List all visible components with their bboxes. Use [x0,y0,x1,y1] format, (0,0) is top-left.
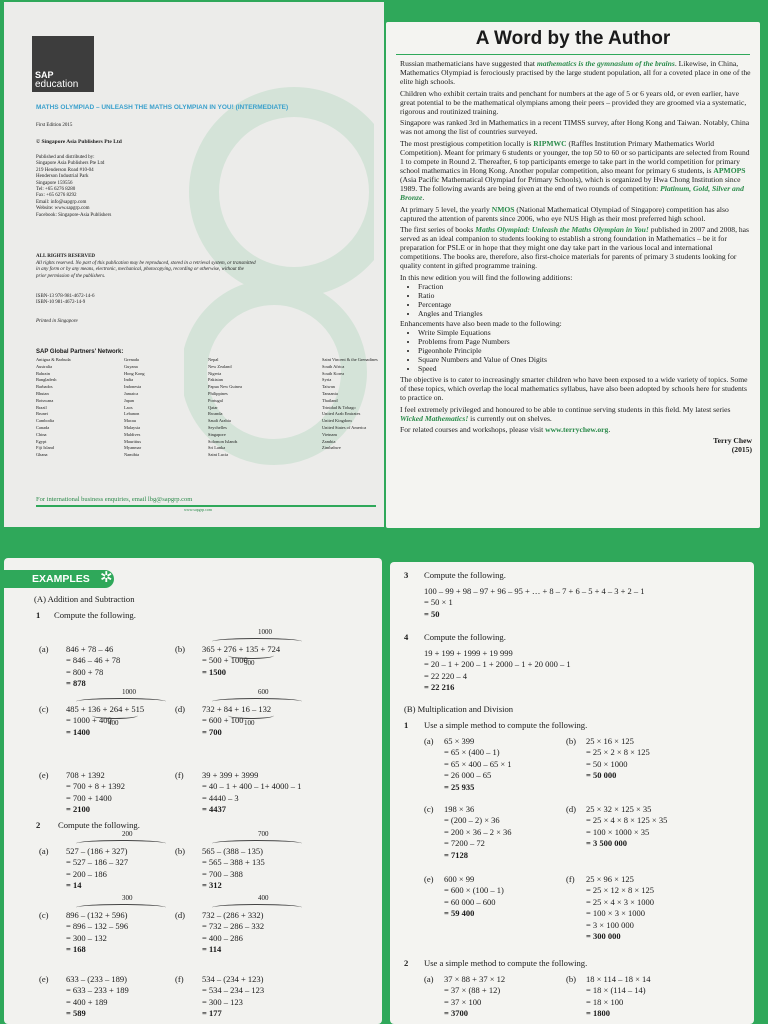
country-name: Grenada [124,357,139,362]
country-name: Nepal [208,357,219,362]
working-line: = 25 × 4 × 8 × 125 × 35 [586,815,668,826]
paragraph: Children who exhibit certain traits and penchant for numbers at the age of 5 or 6 years old, or even earlier, have great potential to be the mathematical olympians among their peers – provided they are groomed via a systematic, rigorous and routinized training. [400,88,747,116]
working-line: = 18 × 100 [586,996,624,1007]
examples-page-left [4,558,382,1024]
item-label: (b) [175,846,186,856]
working-line: 565 – (388 – 135) [202,846,263,856]
grouping-arc [212,638,302,645]
country-name: Bangladesh [36,377,57,383]
paragraph: The objective is to cater to increasingly smarter children who have been exposed to a wide variety of topics. Some of these topics, which overlap the local mathematics syllabus, have also been adopted by schools here for students to practice on. [400,374,748,402]
list-item: • Angles and Triangles [418,310,752,319]
country-name: China [36,431,47,437]
country-name: Ghana [36,452,48,458]
country-name: Zambia [322,438,336,444]
grouping-note: 1000 [258,628,272,636]
country-name: Macau [124,418,136,424]
enquiries: For international business enquiries, email lbg@sapgrp.com [36,496,193,503]
working-result: = 3700 [444,1008,468,1019]
working-line: = 4440 – 3 [202,792,239,803]
country-name: Qatar [208,404,218,410]
question-text: Compute the following. [424,632,506,642]
working-line: 708 + 1392 [66,770,105,780]
publisher-url: www.sapgrp.com [184,507,212,512]
working-result: = 1500 [202,666,226,677]
working-block [444,804,512,861]
logo-line1: SAP [35,70,54,80]
grouping-arc [76,904,166,911]
question-number: 4 [404,632,409,642]
grouping-note: 400 [258,894,269,902]
item-label: (c) [39,910,49,920]
working-block [202,910,264,956]
item-label: (a) [39,644,49,654]
country-name: Mauritius [124,438,142,444]
working-result: = 1800 [586,1008,610,1019]
working-line: 600 × 99 [444,874,475,884]
country-name: Brazil [36,404,47,410]
country-name: Malaysia [124,424,141,430]
working-line: = 846 – 46 + 78 [66,655,121,666]
grouping-note: 400 [108,719,119,727]
working-result: = 2100 [66,804,90,815]
item-label: (b) [175,644,186,654]
partner-network-list [36,357,381,459]
question-number: 1 [36,610,41,620]
working-line: 37 × 88 + 37 × 12 [444,974,506,984]
rights-title: ALL RIGHTS RESERVED [36,254,96,259]
working-line: 846 + 78 – 46 [66,644,114,654]
country-name: Hong Kong [124,370,145,376]
network-column [322,357,384,459]
author-signature: Terry Chew [713,436,752,446]
list-item: • Fraction [418,283,752,292]
copyright-line: © Singapore Asia Publishers Pte Ltd [36,139,122,145]
working-result: = 50 [424,608,440,619]
list-item: • Percentage [418,301,752,310]
country-name: Papua New Guinea [208,384,242,390]
grouping-note: 700 [258,830,269,838]
working-line: 633 – (233 – 189) [66,974,127,984]
country-name: New Zealand [208,363,232,369]
logo-line2: education [35,79,79,90]
grouping-arc [92,712,138,719]
question-text: Compute the following. [424,570,506,580]
q3-working [424,586,645,620]
working-line: = 633 – 233 + 189 [66,985,129,996]
country-name: Vietnam [322,431,337,437]
working-block [202,770,301,816]
country-name: Pakistan [208,377,223,383]
country-name: Sri Lanka [208,445,226,451]
question-number: 2 [36,820,41,830]
working-result: = 114 [202,944,222,955]
list-item: • Square Numbers and Value of Ones Digits [418,356,752,365]
item-label: (d) [566,804,577,814]
page-title: A Word by the Author [475,28,671,49]
paragraph: The first series of books Maths Olympiad: Unleash the Maths Olympian in You! published in 2007 and 2008, has served as an ideal companion to students looking to establish a strong foundation in Mathematics – be it for preparation for PSLE or in hope that they might one day take part in the various local and international competitions. The books are, therefore, also first-choice materials for parents of primary 3 students looking for quality content in gifted programme training. [400,225,749,271]
working-line: = 1000 + 400 [66,715,112,726]
working-block [66,974,129,1020]
item-label: (b) [566,974,577,984]
working-line: = 37 × 100 [444,996,482,1007]
country-name: Lebanon [124,411,140,417]
item-label: (e) [39,770,49,780]
working-block [586,736,650,782]
country-name: Syria [322,377,332,383]
list-item: • Problems from Page Numbers [418,338,752,347]
series-title: MATHS OLYMPIAD – UNLEASH THE MATHS OLYMPIAN IN YOU! (INTERMEDIATE) [36,104,289,111]
working-line: = 20 – 1 + 200 – 1 + 2000 – 1 + 20 000 – 1 [424,659,571,670]
working-block [66,846,128,892]
working-block [586,974,651,1020]
country-name: Bhutan [36,390,49,396]
paragraph: For related courses and workshops, please visit www.terrychew.org. [400,425,611,435]
grouping-note: 100 [244,719,255,727]
question-text: Use a simple method to compute the following. [424,720,588,730]
working-line: = 100 × 3 × 1000 [586,908,646,919]
working-block [444,736,512,793]
country-name: Solomon Islands [208,438,238,444]
working-line: 896 – (132 + 596) [66,910,128,920]
country-name: Antigua & Barbuda [36,357,71,362]
working-line: = 700 – 388 [202,868,243,879]
working-result: = 25 935 [444,781,475,792]
country-name: Seychelles [208,424,227,430]
q4-working [424,648,571,694]
item-label: (c) [424,804,434,814]
working-block [66,644,120,690]
working-line: 25 × 96 × 125 [586,874,634,884]
working-result: = 4437 [202,804,226,815]
working-block [444,874,504,920]
working-line: = 200 × 36 – 2 × 36 [444,826,512,837]
country-name: South Africa [322,363,345,369]
copyright-page [4,2,384,527]
working-block [66,704,144,738]
working-line: = 500 + 1000 [202,655,248,666]
working-line: = 534 – 234 – 123 [202,985,265,996]
working-result: = 14 [66,880,82,891]
grouping-arc [228,652,274,659]
working-result: = 177 [202,1008,222,1019]
country-name: United Arab Emirates [322,411,361,417]
list-item: • Ratio [418,292,752,301]
country-name: Tanzania [322,390,338,396]
working-line: = 40 – 1 + 400 – 1+ 4000 – 1 [202,781,302,792]
working-result: = 300 000 [586,931,621,942]
working-line: 527 – (186 + 327) [66,846,128,856]
working-block [586,804,667,850]
sap-logo [32,36,94,92]
country-name: Guyana [124,363,138,369]
country-name: United Kingdom [322,418,352,424]
item-label: (f) [175,770,184,780]
working-line: = 50 × 1000 [586,758,628,769]
working-line: = 37 × (88 + 12) [444,985,501,996]
item-label: (f) [175,974,184,984]
working-block [202,644,280,678]
paragraph: Singapore was ranked 3rd in Mathematics in a recent TIMSS survey, after Hong Kong and Taiwan. Notably, China was not among the list of countries surveyed. [400,118,750,137]
network-column [208,357,322,459]
question-number: 2 [404,958,409,968]
examples-page-right [390,562,754,1024]
working-result: = 700 [202,726,222,737]
working-line: = 100 × 1000 × 35 [586,826,650,837]
item-label: (d) [175,910,186,920]
working-line: 25 × 32 × 125 × 35 [586,804,652,814]
examples-header: EXAMPLES [4,570,114,588]
country-name: Nigeria [208,370,222,376]
working-block [66,910,128,956]
working-result: = 3 500 000 [586,838,627,849]
country-name: Saudi Arabia [208,418,231,424]
list-item: • Speed [418,365,752,374]
list-item: • Write Simple Equations [418,329,752,338]
country-name: Portugal [208,397,223,403]
item-label: (a) [424,974,434,984]
working-line: = 200 – 186 [66,868,107,879]
paragraph: In this new edition you will find the following additions: [400,272,573,282]
country-name: Japan [124,397,134,403]
working-line: 485 + 136 + 264 + 515 [66,704,145,714]
author-page [386,22,760,528]
working-line: = 22 220 – 4 [424,670,468,681]
item-label: (e) [424,874,434,884]
working-line: = 600 × (100 – 1) [444,885,504,896]
country-name: Botswana [36,397,54,403]
network-column [124,357,208,459]
working-line: = 65 × (400 – 1) [444,747,500,758]
author-text [400,60,752,455]
item-label: (e) [39,974,49,984]
section-a-title: (A) Addition and Subtraction [34,594,135,604]
gear-icon: ✲ [100,570,113,586]
item-label: (b) [566,736,577,746]
grouping-note: 1000 [122,688,136,696]
working-line: = 300 – 132 [66,932,107,943]
working-line: = 400 + 189 [66,996,108,1007]
working-line: = 565 – 388 + 135 [202,857,265,868]
country-name: Canada [36,424,50,430]
working-line: = 600 + 100 [202,715,244,726]
item-label: (a) [39,846,49,856]
question-text: Compute the following. [58,820,140,830]
working-result: = 312 [202,880,222,891]
working-result: = 22 216 [424,682,455,693]
grouping-arc [212,840,302,847]
working-block [66,770,125,816]
working-result: = 59 400 [444,908,475,919]
working-line: = 25 × 12 × 8 × 125 [586,885,655,896]
working-line: = 25 × 4 × 3 × 1000 [586,896,655,907]
isbn: ISBN-13 978-981-4672-14-6 ISBN-10 981-4672-14-9 [36,294,95,306]
working-result: = 7128 [444,849,468,860]
country-name: India [124,377,134,383]
signature-year: (2015) [731,445,752,455]
enhancements-list [400,329,752,374]
country-name: Trinidad & Tobago [322,404,356,410]
country-name: Maldives [124,431,141,437]
working-line: = 527 – 186 – 327 [66,857,129,868]
paragraph: I feel extremely privileged and honoured to be able to continue serving students in this field. My latest series Wicked Mathematics! is currently out on shelves. [400,404,731,423]
country-name: Saint Vincent & the Grenadines [322,357,378,362]
printed-in: Printed in Singapore [36,319,78,324]
network-title: SAP Global Partners' Network: [36,349,124,355]
rights-text: All rights reserved. No part of this publication may be reproduced, stored in a retrieval system, or transmitted in any form or by any means, electronic, mechanical, photocopying, recording or otherwise, without the prior permission of the publishers. [36,261,256,279]
working-line: 39 + 399 + 3999 [202,770,259,780]
grouping-arc [228,712,274,719]
list-item: • Pigeonhole Principle [418,347,752,356]
country-name: Bahrain [36,370,50,376]
country-name: Thailand [322,397,338,403]
working-line: = 700 + 1400 [66,792,112,803]
grouping-arc [76,840,166,847]
grouping-arc [212,904,302,911]
working-line: = 700 + 8 + 1392 [66,781,126,792]
working-block [202,974,264,1020]
section-b-title: (B) Multiplication and Division [404,704,514,714]
country-name: Philippines [208,390,228,396]
country-name: South Korea [322,370,345,376]
working-line: = 400 – 286 [202,932,243,943]
working-line: = 25 × 2 × 8 × 125 [586,747,650,758]
question-number: 3 [404,570,409,580]
working-line: = 50 × 1 [424,597,453,608]
country-name: Indonesia [124,384,142,390]
working-line: = 896 – 132 – 596 [66,921,129,932]
paragraph: Russian mathematicians have suggested that mathematics is the gymnasium of the brains. Likewise, in China, Mathematics Olympiad is ferociously practised by the large student population, all for a coveted place in one of the elite high schools. [400,59,751,86]
working-line: = (200 – 2) × 36 [444,815,500,826]
working-line: = 300 – 123 [202,996,243,1007]
working-line: 65 × 399 [444,736,475,746]
grouping-note: 600 [258,688,269,696]
item-label: (d) [175,704,186,714]
working-block [444,974,505,1020]
country-name: Saint Lucia [208,452,229,458]
working-line: 732 + 84 + 16 – 132 [202,704,272,714]
country-name: Zimbabwe [322,445,341,451]
working-result: = 168 [66,944,86,955]
paragraph: Enhancements have also been made to the following: [400,319,562,329]
grouping-note: 200 [122,830,133,838]
working-line: 100 – 99 + 98 – 97 + 96 – 95 + … + 8 – 7 + 6 – 5 + 4 – 3 + 2 – 1 [424,586,645,596]
question-text: Use a simple method to compute the following. [424,958,588,968]
working-line: 19 + 199 + 1999 + 19 999 [424,648,513,658]
working-line: = 732 – 286 – 332 [202,921,265,932]
divider [396,54,750,55]
grouping-arc [76,698,166,705]
working-line: = 26 000 – 65 [444,770,492,781]
question-number: 1 [404,720,409,730]
country-name: United States of America [322,424,367,430]
working-result: = 878 [66,678,86,689]
working-block [202,846,265,892]
country-name: Egypt [36,438,47,444]
publisher-block: Published and distributed by: Singapore Asia Publishers Pte Ltd 219 Henderson Road #10-04 Henderson Industrial Park Singapore 159556 Tel: +65 6276 8280 Fax: +65 6276 8292 Email: info@sapgrp.com Website: www.sapgrp.com Facebook: Singapore-Asia Publishers [36,155,112,218]
working-line: = 3 × 100 000 [586,919,634,930]
working-line: = 7200 – 72 [444,838,485,849]
country-name: Taiwan [322,384,335,390]
paragraph: The most prestigious competition locally is RIPMWC (Raffles Institution Primary Mathematics World Competition). Meant for primary 6 students or younger, the top 50 to 60 or so participants are selected from Round 1 to compete in Round 2. Thereafter, 6 top participants emerge to take part in the world competition for primary school mathematics in Hong Kong. Another popular competition, also meant for primary 6 students, is APMOPS (Asia Pacific Mathematical Olympiad for Primary Schools), which is organized by Hwa Chong Institution since 1989. The following awards are being given at the end of two rounds of competition: Platinum, Gold, Silver and Bronze. [400,139,750,202]
working-line: 25 × 16 × 125 [586,736,634,746]
working-line: = 65 × 400 – 65 × 1 [444,758,512,769]
country-name: Laos [124,404,133,410]
working-line: = 18 × (114 – 14) [586,985,646,996]
working-block [202,704,271,738]
country-name: Jamaica [124,390,139,396]
additions-list [400,283,752,319]
country-name: Myanmar [124,445,142,451]
working-block [586,874,654,942]
working-line: = 800 + 78 [66,666,104,677]
country-name: Barbados [36,384,53,390]
working-line: 732 – (286 + 332) [202,910,264,920]
item-label: (f) [566,874,575,884]
grouping-arc [212,698,302,705]
country-name: Fiji Island [36,445,54,451]
working-line: 18 × 114 – 18 × 14 [586,974,651,984]
country-name: Australia [36,363,53,369]
working-line: 534 – (234 + 123) [202,974,264,984]
working-line: 365 + 276 + 135 + 724 [202,644,281,654]
paragraph: At primary 5 level, the yearly NMOS (National Mathematical Olympiad of Singapore) competition has also captured the attention of parents since 2006, who eye NUS High as their most preferred high school. [400,204,729,223]
country-name: Namibia [124,452,140,458]
edition: First Edition 2015 [36,123,73,128]
network-column [36,357,124,459]
question-text: Compute the following. [54,610,136,620]
country-name: Rwanda [208,411,223,417]
working-line: = 60 000 – 600 [444,896,496,907]
country-name: Brunei [36,411,48,417]
grouping-note: 500 [244,659,255,667]
working-line: 198 × 36 [444,804,475,814]
working-result: = 50 000 [586,770,617,781]
working-result: = 1400 [66,726,90,737]
grouping-note: 300 [122,894,133,902]
country-name: Cambodia [36,418,55,424]
working-result: = 589 [66,1008,86,1019]
country-name: Singapore [208,431,226,437]
item-label: (a) [424,736,434,746]
item-label: (c) [39,704,49,714]
